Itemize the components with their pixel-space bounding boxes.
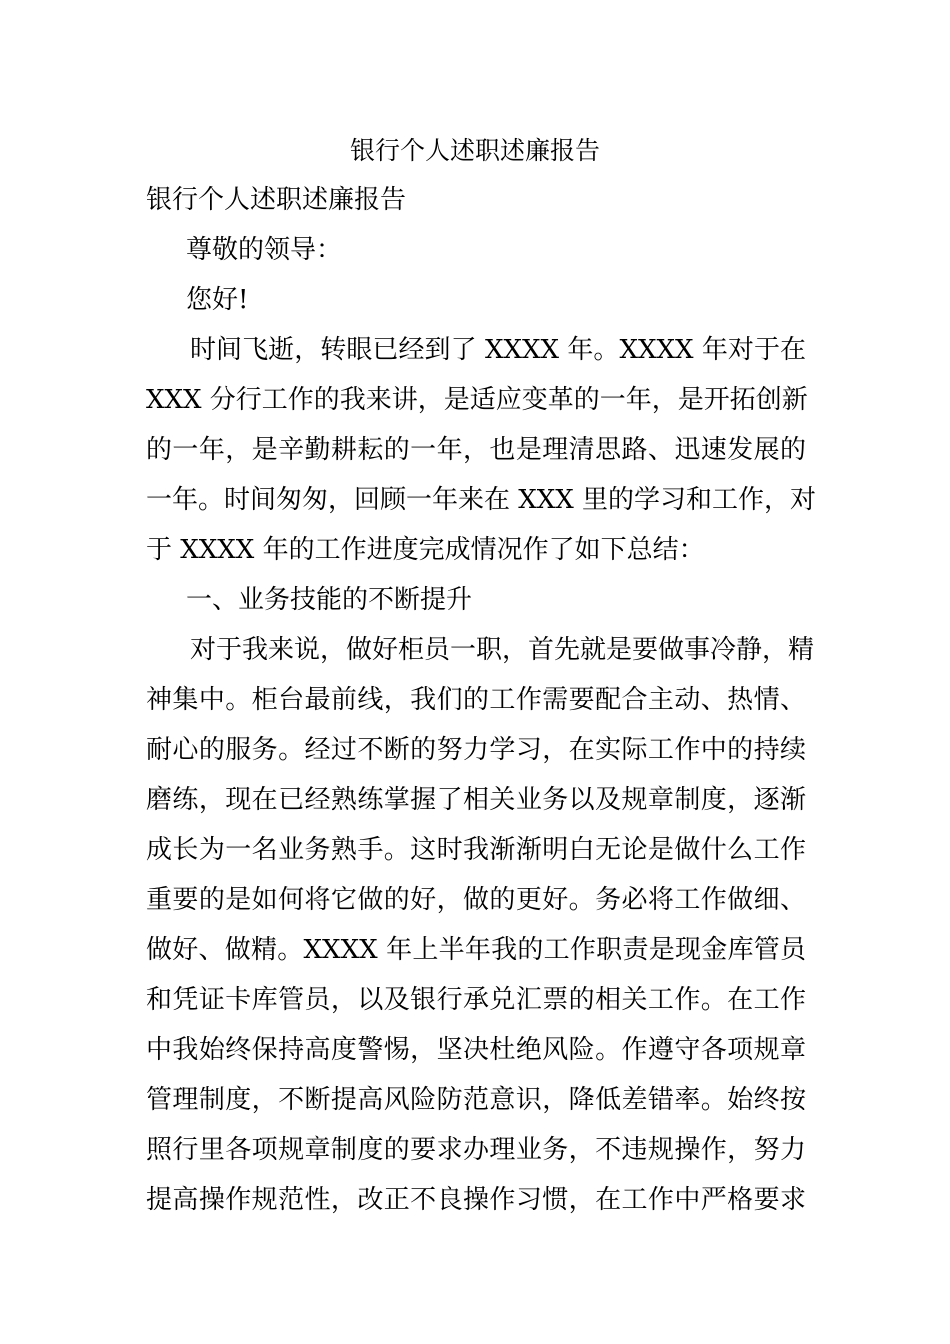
section-heading: 一、业务技能的不断提升	[186, 585, 473, 615]
paragraph-line: 做好、做精。XXXX 年上半年我的工作职责是现金库管员	[146, 935, 806, 965]
paragraph-line: 时间飞逝，转眼已经到了 XXXX 年。XXXX 年对于在	[190, 335, 806, 365]
document-subtitle: 银行个人述职述廉报告	[146, 185, 407, 215]
paragraph-line: 耐心的服务。经过不断的努力学习，在实际工作中的持续	[146, 735, 806, 765]
paragraph-line: 重要的是如何将它做的好，做的更好。务必将工作做细、	[146, 885, 806, 915]
paragraph-line: 磨练，现在已经熟练掌握了相关业务以及规章制度，逐渐	[146, 785, 806, 815]
paragraph-line: 成长为一名业务熟手。这时我渐渐明白无论是做什么工作	[146, 835, 806, 865]
document-title: 银行个人述职述廉报告	[349, 136, 600, 165]
paragraph-line: 照行里各项规章制度的要求办理业务，不违规操作，努力	[146, 1135, 806, 1165]
paragraph-line: 神集中。柜台最前线，我们的工作需要配合主动、热情、	[146, 685, 806, 715]
greeting: 您好!	[186, 285, 249, 315]
paragraph-line: 于 XXXX 年的工作进度完成情况作了如下总结：	[146, 535, 705, 565]
paragraph-line: 提高操作规范性，改正不良操作习惯，在工作中严格要求	[146, 1185, 806, 1215]
paragraph-line: 中我始终保持高度警惕，坚决杜绝风险。作遵守各项规章	[146, 1035, 806, 1065]
paragraph-line: 的一年，是辛勤耕耘的一年，也是理清思路、迅速发展的	[146, 435, 806, 465]
paragraph-line: 一年。时间匆匆，回顾一年来在 XXX 里的学习和工作，对	[146, 485, 817, 515]
paragraph-line: XXX 分行工作的我来讲，是适应变革的一年，是开拓创新	[146, 385, 808, 415]
paragraph-line: 和凭证卡库管员，以及银行承兑汇票的相关工作。在工作	[146, 985, 806, 1015]
salutation: 尊敬的领导：	[186, 235, 343, 265]
paragraph-line: 管理制度，不断提高风险防范意识，降低差错率。始终按	[146, 1085, 806, 1115]
paragraph-line: 对于我来说，做好柜员一职，首先就是要做事冷静，精	[190, 635, 815, 665]
